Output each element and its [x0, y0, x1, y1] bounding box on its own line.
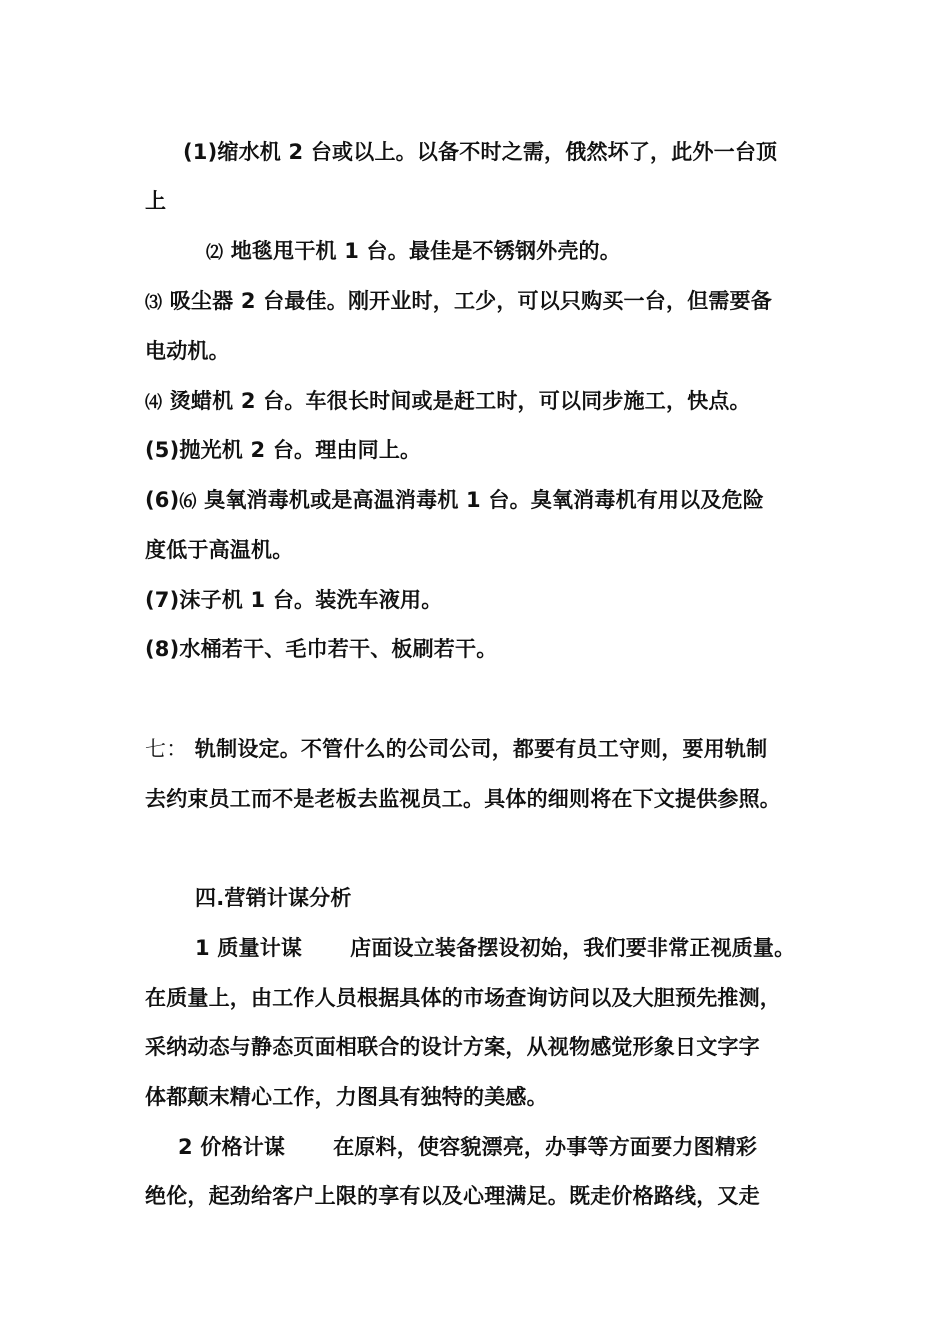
section-four-heading — [195, 883, 352, 913]
line-text: 烫蜡机 2 台。车很长时间或是赶工时，可以同步施工，快点。 — [162, 389, 751, 413]
strategy-heading: 2 价格计谋 — [178, 1135, 286, 1159]
line-text: 四.营销计谋分析 — [195, 886, 352, 910]
equipment-item-1 — [183, 137, 777, 167]
equipment-item-2 — [206, 236, 621, 268]
quality-strategy-line — [195, 933, 795, 963]
item-number-marker: ⑹ — [179, 492, 197, 512]
quality-strategy-continued-1 — [145, 983, 781, 1013]
line-text: 电动机。 — [145, 339, 230, 363]
section-seven-continued — [145, 784, 781, 814]
line-text: 在质量上，由工作人员根据具体的市场查询访问以及大胆预先推测， — [145, 986, 781, 1010]
equipment-item-3 — [145, 286, 772, 318]
quality-strategy-continued-2 — [145, 1032, 760, 1062]
price-strategy-continued — [145, 1181, 760, 1211]
equipment-item-7 — [145, 585, 442, 615]
line-text: 采纳动态与静态页面相联合的设计方案，从视物感觉形象日文字字 — [145, 1035, 760, 1059]
line-text: (8)水桶若干、毛巾若干、板刷若干。 — [145, 637, 498, 661]
equipment-item-4 — [145, 386, 751, 418]
line-text: 吸尘器 2 台最佳。刚开业时，工少，可以只购买一台，但需要备 — [162, 289, 772, 313]
line-text: 上 — [145, 189, 167, 213]
item-number-marker: ⑵ — [206, 243, 224, 263]
line-text: 去约束员工而不是老板去监视员工。具体的细则将在下文提供参照。 — [145, 787, 781, 811]
line-text: (7)沫子机 1 台。装洗车液用。 — [145, 588, 443, 612]
line-text: 轨制设定。不管什么的公司公司，都要有员工守则，要用轨制 — [187, 737, 768, 761]
equipment-item-5 — [145, 435, 421, 465]
equipment-item-8 — [145, 634, 497, 664]
price-strategy-line — [178, 1132, 757, 1162]
quality-strategy-continued-3 — [145, 1082, 548, 1112]
item-number-prefix: (6) — [145, 488, 180, 512]
line-text: 体都颠末精心工作，力图具有独特的美感。 — [145, 1085, 548, 1109]
line-text: 店面设立装备摆设初始，我们要非常正视质量。 — [350, 936, 796, 960]
line-text: 在原料，使容貌漂亮，办事等方面要力图精彩 — [333, 1135, 758, 1159]
equipment-item-1-continued — [145, 186, 166, 216]
section-seven-heading-line — [145, 734, 767, 764]
section-label: 七： — [145, 737, 188, 761]
equipment-item-6 — [145, 485, 764, 517]
line-text: 地毯甩干机 1 台。最佳是不锈钢外壳的。 — [223, 239, 621, 263]
item-number-marker: ⑶ — [145, 293, 163, 313]
line-text: 臭氧消毒机或是高温消毒机 1 台。臭氧消毒机有用以及危险 — [196, 488, 764, 512]
equipment-item-3-continued — [145, 336, 230, 366]
line-text: (5)抛光机 2 台。理由同上。 — [145, 438, 422, 462]
line-text: 度低于高温机。 — [145, 538, 294, 562]
strategy-heading: 1 质量计谋 — [195, 936, 303, 960]
line-text: (1)缩水机 2 台或以上。以备不时之需，俄然坏了，此外一台顶 — [183, 140, 778, 164]
item-number-marker: ⑷ — [145, 393, 163, 413]
line-text: 绝伦，起劲给客户上限的享有以及心理满足。既走价格路线，又走 — [145, 1184, 760, 1208]
equipment-item-6-continued — [145, 535, 293, 565]
